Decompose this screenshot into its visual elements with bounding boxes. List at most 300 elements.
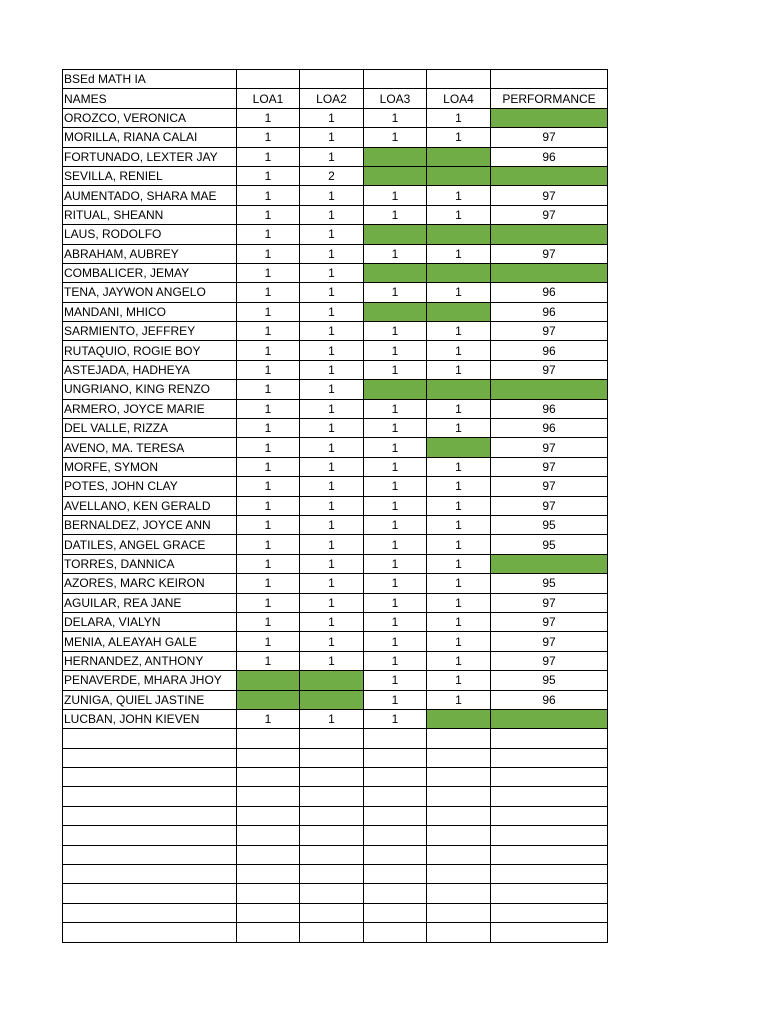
loa1-cell[interactable]: 1 [237,709,300,728]
loa4-cell[interactable]: 1 [427,322,491,341]
student-name-cell[interactable]: OROZCO, VERONICA [63,108,237,127]
empty-cell[interactable] [300,70,364,89]
student-name-cell[interactable]: MORFE, SYMON [63,457,237,476]
performance-cell[interactable] [491,225,608,244]
performance-cell[interactable] [491,709,608,728]
student-name-cell[interactable]: ABRAHAM, AUBREY [63,244,237,263]
student-row [63,322,608,341]
loa4-cell[interactable]: 1 [427,341,491,360]
loa3-cell[interactable]: 1 [364,186,427,205]
loa3-cell[interactable]: 1 [364,438,427,457]
empty-cell[interactable] [300,903,364,922]
loa2-cell[interactable]: 1 [300,380,364,399]
empty-cell[interactable] [237,729,300,748]
empty-cell[interactable] [491,865,608,884]
performance-cell[interactable] [491,380,608,399]
loa2-cell[interactable]: 1 [300,574,364,593]
empty-cell[interactable] [427,923,491,942]
empty-cell[interactable] [300,865,364,884]
loa4-cell[interactable]: 1 [427,671,491,690]
loa4-cell[interactable]: 1 [427,632,491,651]
empty-cell[interactable] [300,923,364,942]
loa3-cell[interactable]: 1 [364,554,427,573]
loa4-cell[interactable]: 1 [427,651,491,670]
loa2-cell[interactable]: 1 [300,322,364,341]
performance-cell[interactable]: 96 [491,399,608,418]
student-name-cell[interactable]: TENA, JAYWON ANGELO [63,283,237,302]
loa2-cell[interactable]: 1 [300,360,364,379]
loa1-cell[interactable]: 1 [237,166,300,185]
empty-cell[interactable] [491,845,608,864]
loa3-cell[interactable]: 1 [364,612,427,631]
loa4-cell[interactable]: 1 [427,205,491,224]
empty-cell[interactable] [491,787,608,806]
loa2-cell[interactable]: 1 [300,457,364,476]
header-loa4[interactable]: LOA4 [427,89,491,108]
empty-row [63,884,608,903]
performance-cell[interactable] [491,166,608,185]
loa4-cell[interactable] [427,225,491,244]
loa2-cell[interactable]: 1 [300,535,364,554]
performance-cell[interactable] [491,554,608,573]
loa3-cell[interactable] [364,147,427,166]
loa1-cell[interactable]: 1 [237,263,300,282]
empty-cell[interactable] [491,748,608,767]
student-row [63,244,608,263]
student-name-cell[interactable]: HERNANDEZ, ANTHONY [63,651,237,670]
student-row [63,205,608,224]
loa1-cell[interactable]: 1 [237,419,300,438]
empty-cell[interactable] [364,806,427,825]
empty-cell[interactable] [237,865,300,884]
loa4-cell[interactable]: 1 [427,108,491,127]
performance-cell[interactable]: 97 [491,496,608,515]
student-name-cell[interactable]: POTES, JOHN CLAY [63,477,237,496]
loa2-cell[interactable]: 1 [300,283,364,302]
loa4-cell[interactable]: 1 [427,186,491,205]
loa1-cell[interactable]: 1 [237,612,300,631]
loa2-cell[interactable]: 1 [300,496,364,515]
empty-cell[interactable] [237,787,300,806]
performance-cell[interactable]: 97 [491,593,608,612]
empty-cell[interactable] [237,768,300,787]
student-name-cell[interactable]: DATILES, ANGEL GRACE [63,535,237,554]
performance-cell[interactable]: 97 [491,322,608,341]
loa4-cell[interactable]: 1 [427,128,491,147]
loa1-cell[interactable] [237,671,300,690]
loa2-cell[interactable]: 1 [300,554,364,573]
empty-cell[interactable] [364,923,427,942]
empty-cell[interactable] [364,826,427,845]
loa2-cell[interactable]: 1 [300,263,364,282]
loa1-cell[interactable]: 1 [237,593,300,612]
student-row [63,302,608,321]
loa1-cell[interactable]: 1 [237,283,300,302]
student-row [63,360,608,379]
loa3-cell[interactable] [364,225,427,244]
empty-cell[interactable] [300,826,364,845]
loa4-cell[interactable] [427,302,491,321]
loa3-cell[interactable]: 1 [364,108,427,127]
loa2-cell[interactable] [300,671,364,690]
empty-cell[interactable] [491,923,608,942]
loa4-cell[interactable]: 1 [427,283,491,302]
student-name-cell[interactable]: FORTUNADO, LEXTER JAY [63,147,237,166]
empty-cell[interactable] [63,748,237,767]
empty-cell[interactable] [63,729,237,748]
loa3-cell[interactable]: 1 [364,341,427,360]
empty-cell[interactable] [427,748,491,767]
performance-cell[interactable]: 96 [491,147,608,166]
performance-cell[interactable]: 97 [491,457,608,476]
student-name-cell[interactable]: LUCBAN, JOHN KIEVEN [63,709,237,728]
loa4-cell[interactable] [427,263,491,282]
empty-cell[interactable] [63,768,237,787]
loa3-cell[interactable]: 1 [364,515,427,534]
performance-cell[interactable]: 97 [491,477,608,496]
loa4-cell[interactable] [427,380,491,399]
loa4-cell[interactable]: 1 [427,574,491,593]
empty-cell[interactable] [491,768,608,787]
loa2-cell[interactable]: 1 [300,244,364,263]
loa2-cell[interactable]: 1 [300,147,364,166]
student-name-cell[interactable]: MENIA, ALEAYAH GALE [63,632,237,651]
loa3-cell[interactable]: 1 [364,632,427,651]
empty-row [63,826,608,845]
loa3-cell[interactable]: 1 [364,651,427,670]
empty-cell[interactable] [300,884,364,903]
empty-cell[interactable] [300,845,364,864]
empty-cell[interactable] [364,748,427,767]
header-loa1[interactable]: LOA1 [237,89,300,108]
empty-cell[interactable] [63,923,237,942]
empty-cell[interactable] [427,70,491,89]
loa4-cell[interactable]: 1 [427,612,491,631]
loa2-cell[interactable]: 2 [300,166,364,185]
performance-cell[interactable]: 97 [491,360,608,379]
performance-cell[interactable]: 97 [491,205,608,224]
student-name-cell[interactable]: PENAVERDE, MHARA JHOY [63,671,237,690]
loa3-cell[interactable]: 1 [364,360,427,379]
loa2-cell[interactable]: 1 [300,341,364,360]
loa2-cell[interactable]: 1 [300,709,364,728]
student-row [63,438,608,457]
loa1-cell[interactable]: 1 [237,535,300,554]
student-name-cell[interactable]: BERNALDEZ, JOYCE ANN [63,515,237,534]
empty-cell[interactable] [63,884,237,903]
student-row [63,147,608,166]
student-name-cell[interactable]: AUMENTADO, SHARA MAE [63,186,237,205]
empty-cell[interactable] [427,865,491,884]
student-row [63,554,608,573]
empty-cell[interactable] [491,826,608,845]
sheet-title[interactable]: BSEd MATH IA [63,70,237,89]
student-row [63,496,608,515]
empty-cell[interactable] [63,865,237,884]
performance-cell[interactable]: 97 [491,128,608,147]
loa1-cell[interactable]: 1 [237,554,300,573]
loa1-cell[interactable]: 1 [237,574,300,593]
empty-cell[interactable] [237,826,300,845]
empty-cell[interactable] [63,787,237,806]
loa3-cell[interactable]: 1 [364,574,427,593]
student-row [63,128,608,147]
student-row [63,225,608,244]
performance-cell[interactable]: 95 [491,535,608,554]
loa3-cell[interactable]: 1 [364,128,427,147]
student-name-cell[interactable]: SEVILLA, RENIEL [63,166,237,185]
performance-cell[interactable]: 95 [491,515,608,534]
loa2-cell[interactable] [300,690,364,709]
loa3-cell[interactable]: 1 [364,244,427,263]
loa4-cell[interactable]: 1 [427,399,491,418]
loa2-cell[interactable]: 1 [300,438,364,457]
loa3-cell[interactable]: 1 [364,477,427,496]
empty-cell[interactable] [300,806,364,825]
student-name-cell[interactable]: MANDANI, MHICO [63,302,237,321]
loa2-cell[interactable]: 1 [300,186,364,205]
student-name-cell[interactable]: DEL VALLE, RIZZA [63,419,237,438]
performance-cell[interactable]: 97 [491,632,608,651]
loa1-cell[interactable]: 1 [237,244,300,263]
loa3-cell[interactable]: 1 [364,593,427,612]
performance-cell[interactable]: 96 [491,341,608,360]
empty-cell[interactable] [491,729,608,748]
student-row [63,108,608,127]
performance-cell[interactable]: 97 [491,612,608,631]
empty-cell[interactable] [364,903,427,922]
empty-cell[interactable] [427,729,491,748]
student-name-cell[interactable]: ARMERO, JOYCE MARIE [63,399,237,418]
loa4-cell[interactable] [427,147,491,166]
loa4-cell[interactable] [427,438,491,457]
loa2-cell[interactable]: 1 [300,225,364,244]
loa4-cell[interactable]: 1 [427,535,491,554]
loa4-cell[interactable]: 1 [427,690,491,709]
empty-cell[interactable] [491,806,608,825]
loa2-cell[interactable]: 1 [300,419,364,438]
loa1-cell[interactable]: 1 [237,515,300,534]
student-name-cell[interactable]: RITUAL, SHEANN [63,205,237,224]
performance-cell[interactable]: 96 [491,419,608,438]
empty-cell[interactable] [237,903,300,922]
loa1-cell[interactable] [237,690,300,709]
empty-cell[interactable] [364,70,427,89]
student-name-cell[interactable]: ASTEJADA, HADHEYA [63,360,237,379]
empty-row [63,768,608,787]
loa3-cell[interactable]: 1 [364,535,427,554]
loa1-cell[interactable]: 1 [237,341,300,360]
loa1-cell[interactable]: 1 [237,147,300,166]
empty-cell[interactable] [427,845,491,864]
loa1-cell[interactable]: 1 [237,108,300,127]
empty-row [63,787,608,806]
loa3-cell[interactable]: 1 [364,690,427,709]
loa2-cell[interactable]: 1 [300,515,364,534]
empty-cell[interactable] [491,70,608,89]
loa4-cell[interactable]: 1 [427,496,491,515]
loa1-cell[interactable]: 1 [237,496,300,515]
student-row [63,535,608,554]
loa2-cell[interactable]: 1 [300,632,364,651]
empty-cell[interactable] [300,729,364,748]
student-name-cell[interactable]: UNGRIANO, KING RENZO [63,380,237,399]
loa2-cell[interactable]: 1 [300,593,364,612]
student-row [63,380,608,399]
student-name-cell[interactable]: AZORES, MARC KEIRON [63,574,237,593]
loa4-cell[interactable]: 1 [427,360,491,379]
empty-cell[interactable] [364,729,427,748]
empty-cell[interactable] [300,748,364,767]
student-name-cell[interactable]: SARMIENTO, JEFFREY [63,322,237,341]
header-performance[interactable]: PERFORMANCE [491,89,608,108]
performance-cell[interactable] [491,108,608,127]
loa1-cell[interactable]: 1 [237,457,300,476]
loa1-cell[interactable]: 1 [237,128,300,147]
loa3-cell[interactable] [364,380,427,399]
performance-cell[interactable]: 97 [491,244,608,263]
loa1-cell[interactable]: 1 [237,438,300,457]
loa3-cell[interactable]: 1 [364,496,427,515]
loa4-cell[interactable]: 1 [427,477,491,496]
student-name-cell[interactable]: DELARA, VIALYN [63,612,237,631]
loa4-cell[interactable] [427,709,491,728]
empty-cell[interactable] [300,787,364,806]
loa1-cell[interactable]: 1 [237,302,300,321]
loa4-cell[interactable]: 1 [427,554,491,573]
student-row [63,341,608,360]
loa3-cell[interactable] [364,166,427,185]
empty-cell[interactable] [63,903,237,922]
loa3-cell[interactable]: 1 [364,205,427,224]
performance-cell[interactable]: 97 [491,651,608,670]
loa3-cell[interactable]: 1 [364,671,427,690]
empty-cell[interactable] [237,70,300,89]
loa4-cell[interactable]: 1 [427,457,491,476]
empty-cell[interactable] [237,923,300,942]
student-name-cell[interactable]: LAUS, RODOLFO [63,225,237,244]
loa3-cell[interactable] [364,263,427,282]
performance-cell[interactable]: 97 [491,186,608,205]
title-row [63,70,608,89]
empty-row [63,865,608,884]
empty-cell[interactable] [364,845,427,864]
loa3-cell[interactable]: 1 [364,709,427,728]
empty-cell[interactable] [364,787,427,806]
loa3-cell[interactable]: 1 [364,322,427,341]
loa4-cell[interactable]: 1 [427,419,491,438]
loa3-cell[interactable]: 1 [364,283,427,302]
empty-cell[interactable] [237,845,300,864]
loa4-cell[interactable] [427,166,491,185]
empty-cell[interactable] [427,787,491,806]
student-row [63,477,608,496]
performance-cell[interactable]: 97 [491,438,608,457]
student-name-cell[interactable]: RUTAQUIO, ROGIE BOY [63,341,237,360]
empty-cell[interactable] [237,884,300,903]
loa3-cell[interactable] [364,302,427,321]
loa1-cell[interactable]: 1 [237,380,300,399]
loa1-cell[interactable]: 1 [237,186,300,205]
loa2-cell[interactable]: 1 [300,477,364,496]
performance-cell[interactable] [491,263,608,282]
student-name-cell[interactable]: COMBALICER, JEMAY [63,263,237,282]
empty-cell[interactable] [491,903,608,922]
loa1-cell[interactable]: 1 [237,322,300,341]
loa1-cell[interactable]: 1 [237,399,300,418]
empty-cell[interactable] [427,826,491,845]
empty-cell[interactable] [237,748,300,767]
performance-cell[interactable]: 96 [491,283,608,302]
student-row [63,166,608,185]
student-row [63,690,608,709]
empty-cell[interactable] [63,806,237,825]
header-names[interactable]: NAMES [63,89,237,108]
student-name-cell[interactable]: AVELLANO, KEN GERALD [63,496,237,515]
header-loa2[interactable]: LOA2 [300,89,364,108]
student-name-cell[interactable]: TORRES, DANNICA [63,554,237,573]
student-row [63,186,608,205]
empty-cell[interactable] [63,826,237,845]
loa1-cell[interactable]: 1 [237,205,300,224]
loa2-cell[interactable]: 1 [300,205,364,224]
student-name-cell[interactable]: AVENO, MA. TERESA [63,438,237,457]
loa4-cell[interactable]: 1 [427,244,491,263]
loa1-cell[interactable]: 1 [237,360,300,379]
empty-cell[interactable] [427,884,491,903]
loa2-cell[interactable]: 1 [300,302,364,321]
empty-cell[interactable] [237,806,300,825]
student-name-cell[interactable]: AGUILAR, REA JANE [63,593,237,612]
empty-cell[interactable] [491,884,608,903]
student-name-cell[interactable]: MORILLA, RIANA CALAI [63,128,237,147]
empty-cell[interactable] [427,768,491,787]
empty-cell[interactable] [300,768,364,787]
student-row [63,515,608,534]
loa2-cell[interactable]: 1 [300,612,364,631]
performance-cell[interactable]: 96 [491,690,608,709]
performance-cell[interactable]: 95 [491,671,608,690]
loa3-cell[interactable]: 1 [364,419,427,438]
empty-cell[interactable] [427,903,491,922]
student-row [63,457,608,476]
loa1-cell[interactable]: 1 [237,651,300,670]
loa2-cell[interactable]: 1 [300,651,364,670]
loa1-cell[interactable]: 1 [237,477,300,496]
loa2-cell[interactable]: 1 [300,108,364,127]
loa3-cell[interactable]: 1 [364,457,427,476]
loa2-cell[interactable]: 1 [300,399,364,418]
performance-cell[interactable]: 95 [491,574,608,593]
performance-cell[interactable]: 96 [491,302,608,321]
loa2-cell[interactable]: 1 [300,128,364,147]
loa4-cell[interactable]: 1 [427,515,491,534]
header-loa3[interactable]: LOA3 [364,89,427,108]
student-row [63,283,608,302]
empty-cell[interactable] [364,884,427,903]
empty-cell[interactable] [427,806,491,825]
loa4-cell[interactable]: 1 [427,593,491,612]
empty-cell[interactable] [63,845,237,864]
loa1-cell[interactable]: 1 [237,632,300,651]
loa3-cell[interactable]: 1 [364,399,427,418]
empty-row [63,845,608,864]
empty-cell[interactable] [364,865,427,884]
loa1-cell[interactable]: 1 [237,225,300,244]
student-row [63,632,608,651]
student-name-cell[interactable]: ZUNIGA, QUIEL JASTINE [63,690,237,709]
empty-cell[interactable] [364,768,427,787]
